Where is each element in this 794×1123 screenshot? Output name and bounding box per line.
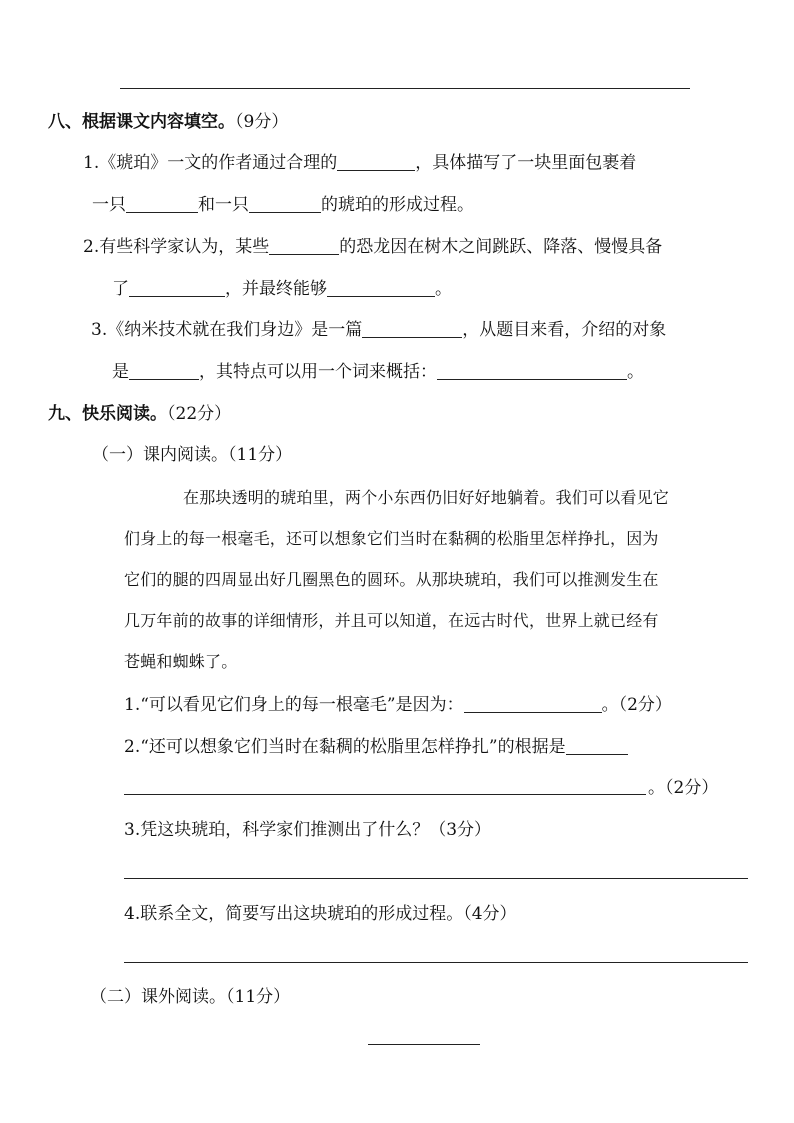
p1-q2-line1 — [124, 735, 628, 759]
s8-q1-blank-2[interactable] — [126, 194, 198, 213]
s8-q2-blank-3[interactable] — [327, 278, 435, 297]
s8-q3-line1 — [91, 318, 666, 342]
s8-q3-text-e: 。 — [627, 362, 644, 382]
s8-q1-text-c: 一只 — [92, 195, 126, 215]
s8-q2-line2 — [112, 277, 452, 301]
s8-q3-text-a: 3.《纳米技术就在我们身边》是一篇 — [91, 320, 363, 340]
p1-q1-score: 。（2分） — [601, 695, 672, 715]
p1-q4: 4.联系全文，简要写出这块琥珀的形成过程。（4分） — [124, 904, 517, 924]
s8-q1-blank-3[interactable] — [249, 194, 321, 213]
s8-q1-line1 — [83, 151, 636, 175]
s8-q2-text-e: 。 — [435, 279, 452, 299]
s8-q3-blank-3[interactable] — [437, 361, 627, 380]
s8-q2-text-d: ，并最终能够 — [225, 279, 327, 299]
s8-q2-text-b: 的恐龙因在树木之间跳跃、降落、慢慢具备 — [339, 237, 663, 257]
s8-q2-text-c: 了 — [112, 279, 129, 299]
passage-line-1: 在那块透明的琥珀里，两个小东西仍旧好好地躺着。我们可以看见它 — [183, 488, 670, 507]
section8-score: （9分） — [235, 112, 289, 132]
s8-q1-line2 — [92, 193, 474, 217]
p1-q4-answer-line[interactable] — [124, 962, 748, 963]
p1-q1-text: 1.“可以看见它们身上的每一根毫毛”是因为： — [124, 695, 464, 715]
s8-q1-text-e: 的琥珀的形成过程。 — [321, 195, 474, 215]
s8-q3-blank-2[interactable] — [129, 361, 199, 380]
passage-line-4: 几万年前的故事的详细情形，并且可以知道，在远古时代，世界上就已经有 — [124, 611, 659, 630]
s8-q1-text-b: ，具体描写了一块里面包裹着 — [415, 153, 637, 173]
section9-heading — [48, 402, 231, 426]
p1-q1-blank[interactable] — [464, 694, 602, 713]
p1-q2-text: 2.“还可以想象它们当时在黏稠的松脂里怎样挣扎”的根据是 — [124, 737, 566, 757]
s8-q3-text-d: ，其特点可以用一个词来概括： — [199, 362, 437, 382]
s8-q3-line2 — [112, 360, 644, 384]
p1-q3-answer-line[interactable] — [124, 878, 748, 879]
s8-q1-text-a: 1.《琥珀》一文的作者通过合理的 — [83, 153, 338, 173]
part1-title: （一）课内阅读。（11分） — [92, 445, 293, 465]
s8-q2-blank-1[interactable] — [269, 236, 339, 255]
part2-title: （二）课外阅读。（11分） — [90, 987, 291, 1007]
section8-title: 八、根据课文内容填空。 — [48, 112, 235, 132]
s8-q3-blank-1[interactable] — [362, 319, 462, 338]
s8-q3-text-b: ，从题目来看，介绍的对象 — [462, 320, 667, 340]
s8-q3-text-c: 是 — [112, 362, 129, 382]
section9-score: （22分） — [167, 404, 232, 424]
p1-q1 — [124, 693, 672, 717]
section9-title: 九、快乐阅读。 — [48, 404, 167, 424]
s8-q1-text-d: 和一只 — [198, 195, 249, 215]
p1-q2-score: 。（2分） — [648, 778, 719, 798]
top-rule — [120, 88, 690, 89]
s8-q2-blank-2[interactable] — [129, 278, 225, 297]
bottom-rule — [368, 1044, 480, 1045]
p1-q2-blank-1[interactable] — [566, 736, 628, 755]
passage-line-5: 苍蝇和蜘蛛了。 — [124, 652, 238, 671]
p1-q2-answer-line[interactable] — [124, 794, 646, 795]
p1-q3: 3.凭这块琥珀，科学家们推测出了什么？（3分） — [124, 820, 492, 840]
section8-heading — [48, 110, 288, 134]
passage-line-2: 们身上的每一根毫毛，还可以想象它们当时在黏稠的松脂里怎样挣扎，因为 — [124, 529, 659, 548]
s8-q1-blank-1[interactable] — [337, 152, 415, 171]
s8-q2-line1 — [83, 235, 662, 259]
passage-line-3: 它们的腿的四周显出好几圈黑色的圆环。从那块琥珀，我们可以推测发生在 — [124, 570, 659, 589]
s8-q2-text-a: 2.有些科学家认为，某些 — [83, 237, 270, 257]
